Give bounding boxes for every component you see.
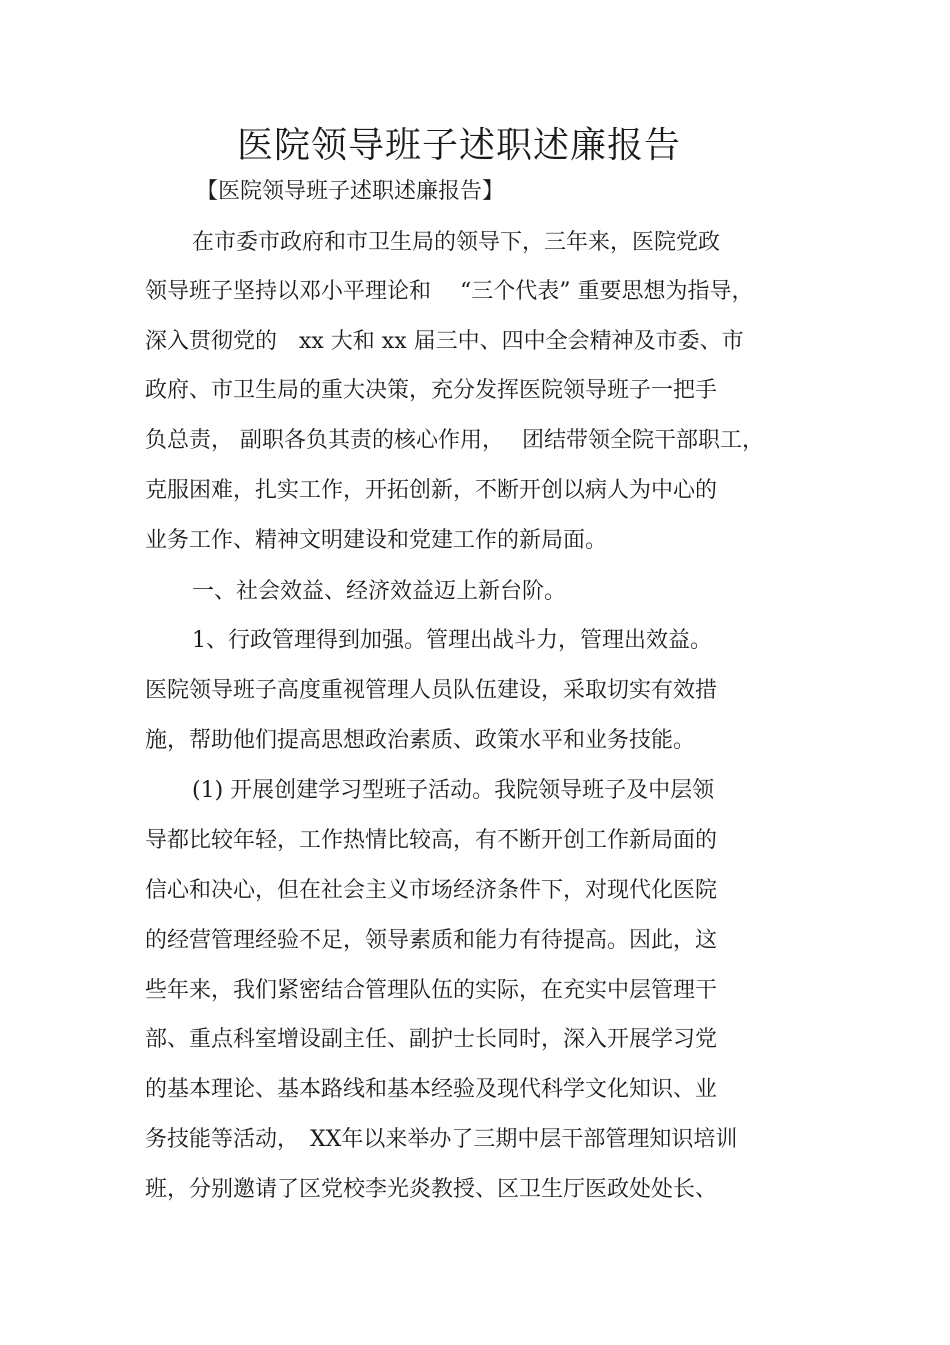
paragraph-line: 医院领导班子高度重视管理人员队伍建设，采取切实有效措 [145,678,718,703]
paragraph-line: 部、重点科室增设副主任、副护士长同时，深入开展学习党 [145,1027,718,1052]
paragraph-line: 些年来，我们紧密结合管理队伍的实际，在充实中层管理干 [145,978,718,1003]
paragraph-line: 的基本理论、基本路线和基本经验及现代科学文化知识、业 [145,1077,718,1102]
paragraph-line: (1) 开展创建学习型班子活动。我院领导班子及中层领 [192,778,715,803]
paragraph-line: 班，分别邀请了区党校李光炎教授、区卫生厅医政处处长、 [145,1177,718,1202]
paragraph-line: 1、行政管理得到加强。管理出战斗力，管理出效益。 [192,628,712,653]
paragraph-line: 政府、市卫生局的重大决策，充分发挥医院领导班子一把手 [145,378,718,403]
paragraph-line: 在市委市政府和市卫生局的领导下，三年来，医院党政 [192,230,721,255]
paragraph-line: 导都比较年轻，工作热情比较高，有不断开创工作新局面的 [145,828,718,853]
paragraph-line: 施，帮助他们提高思想政治素质、政策水平和业务技能。 [145,728,696,753]
paragraph-line: 业务工作、精神文明建设和党建工作的新局面。 [145,528,608,553]
paragraph-line: 负总责， 副职各负其责的核心作用， 团结带领全院干部职工， [145,428,764,453]
paragraph-line: 信心和决心，但在社会主义市场经济条件下，对现代化医院 [145,878,718,903]
paragraph-line: 深入贯彻党的 xx 大和 xx 届三中、四中全会精神及市委、市 [145,329,744,354]
section-heading: 一、社会效益、经济效益迈上新台阶。 [192,579,567,604]
paragraph-line: 的经营管理经验不足，领导素质和能力有待提高。因此，这 [145,928,718,953]
paragraph-line: 克服困难，扎实工作，开拓创新，不断开创以病人为中心的 [145,478,718,503]
paragraph-line: 务技能等活动， XX年以来举办了三期中层干部管理知识培训 [145,1127,738,1152]
document-title: 医院领导班子述职述廉报告 [236,125,681,166]
document-subtitle: 【医院领导班子述职述廉报告】 [196,179,505,204]
paragraph-line: 领导班子坚持以邓小平理论和 “三个代表” 重要思想为指导， [145,279,754,304]
